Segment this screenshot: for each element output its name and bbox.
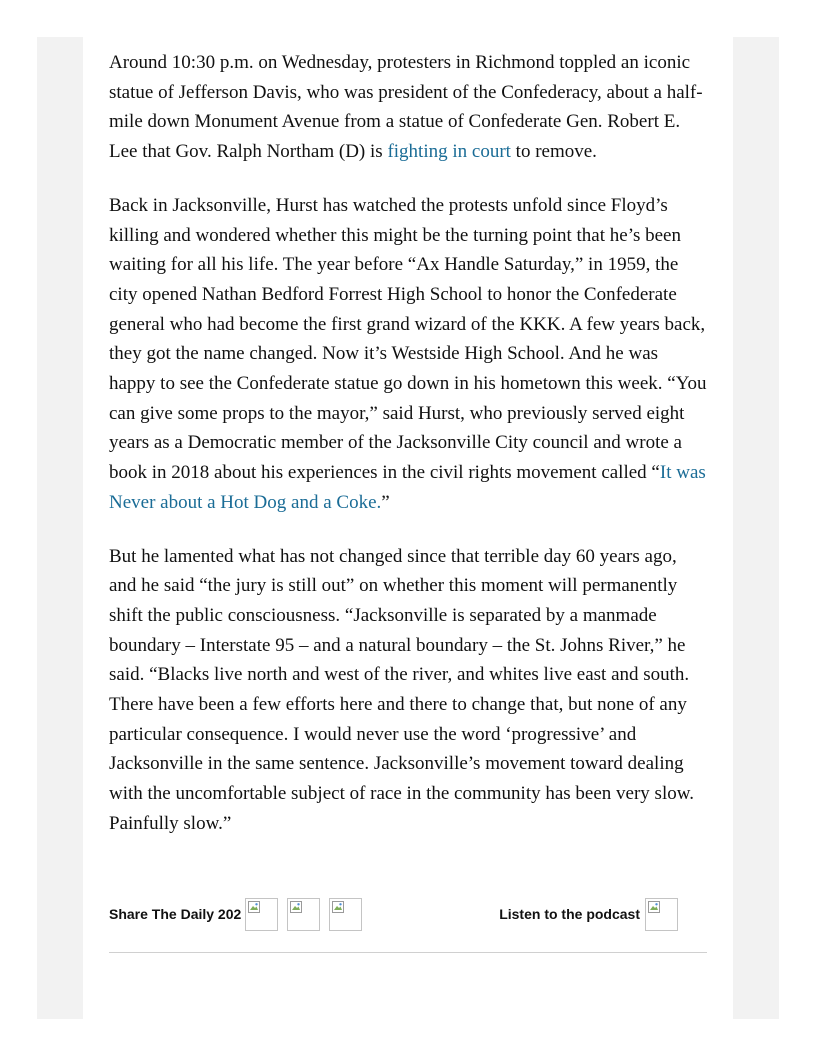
share-bar	[109, 896, 707, 932]
divider	[109, 952, 707, 953]
broken-image-icon	[648, 901, 660, 913]
broken-image-icon	[248, 901, 260, 913]
right-gutter	[733, 37, 779, 1019]
podcast-group	[499, 896, 678, 932]
fighting-in-court-link[interactable]: fighting in court	[387, 141, 511, 163]
article-body	[109, 48, 707, 863]
paragraph-jacksonville: Back in Jacksonville, Hurst has watched the protests unfold since Floyd’s killing and wondered whether this might be the turning point that he’s been waiting for all his life. The year before “Ax Handle Saturday,” in 1959, the city opened Nathan Bedford Forrest High School to honor the Confederate general who had become the first grand wizard of the KKK. A few years back, they got the name changed. Now it’s Westside High School. And he was happy to see the Confederate statue go down in his hometown this week. “You can give some props to the mayor,” said Hurst, who previously served eight years as a Democratic member of the Jacksonville City council and wrote a book in 2018 about his experiences in the civil rights movement called “It was Never about a Hot Dog and a Coke.”	[109, 194, 707, 513]
paragraph-richmond: Around 10:30 p.m. on Wednesday, protesters in Richmond toppled an iconic statue of Jefferson Davis, who was president of the Confederacy, about a half-mile down Monument Avenue from a statue of Confederate Gen. Robert E. Lee that Gov. Ralph Northam (D) is fighting in court to remove.	[109, 52, 703, 163]
left-gutter	[37, 37, 83, 1019]
podcast-button[interactable]	[645, 898, 678, 931]
book-title-link[interactable]: It was Never about a Hot Dog and a Coke.	[109, 462, 706, 513]
share-button-1[interactable]	[245, 898, 278, 931]
paragraph-lament: But he lamented what has not changed since that terrible day 60 years ago, and he said “the jury is still out” on whether this moment will permanently shift the public consciousness. “Jacksonville is separated by a manmade boundary – Interstate 95 – and a natural boundary – the St. Johns River,” he said. “Blacks live north and west of the river, and whites live east and south. There have been a few efforts here and there to change that, but none of any particular consequence. I would never use the word ‘progressive’ and Jacksonville in the same sentence. Jacksonville’s movement toward dealing with the uncomfortable subject of race in the community has been very slow. Painfully slow.”	[109, 545, 694, 834]
share-button-2[interactable]	[287, 898, 320, 931]
broken-image-icon	[332, 901, 344, 913]
share-button-3[interactable]	[329, 898, 362, 931]
podcast-label: Listen to the podcast	[499, 906, 640, 922]
broken-image-icon	[290, 901, 302, 913]
share-label: Share The Daily 202	[109, 906, 242, 922]
share-group	[109, 896, 362, 932]
